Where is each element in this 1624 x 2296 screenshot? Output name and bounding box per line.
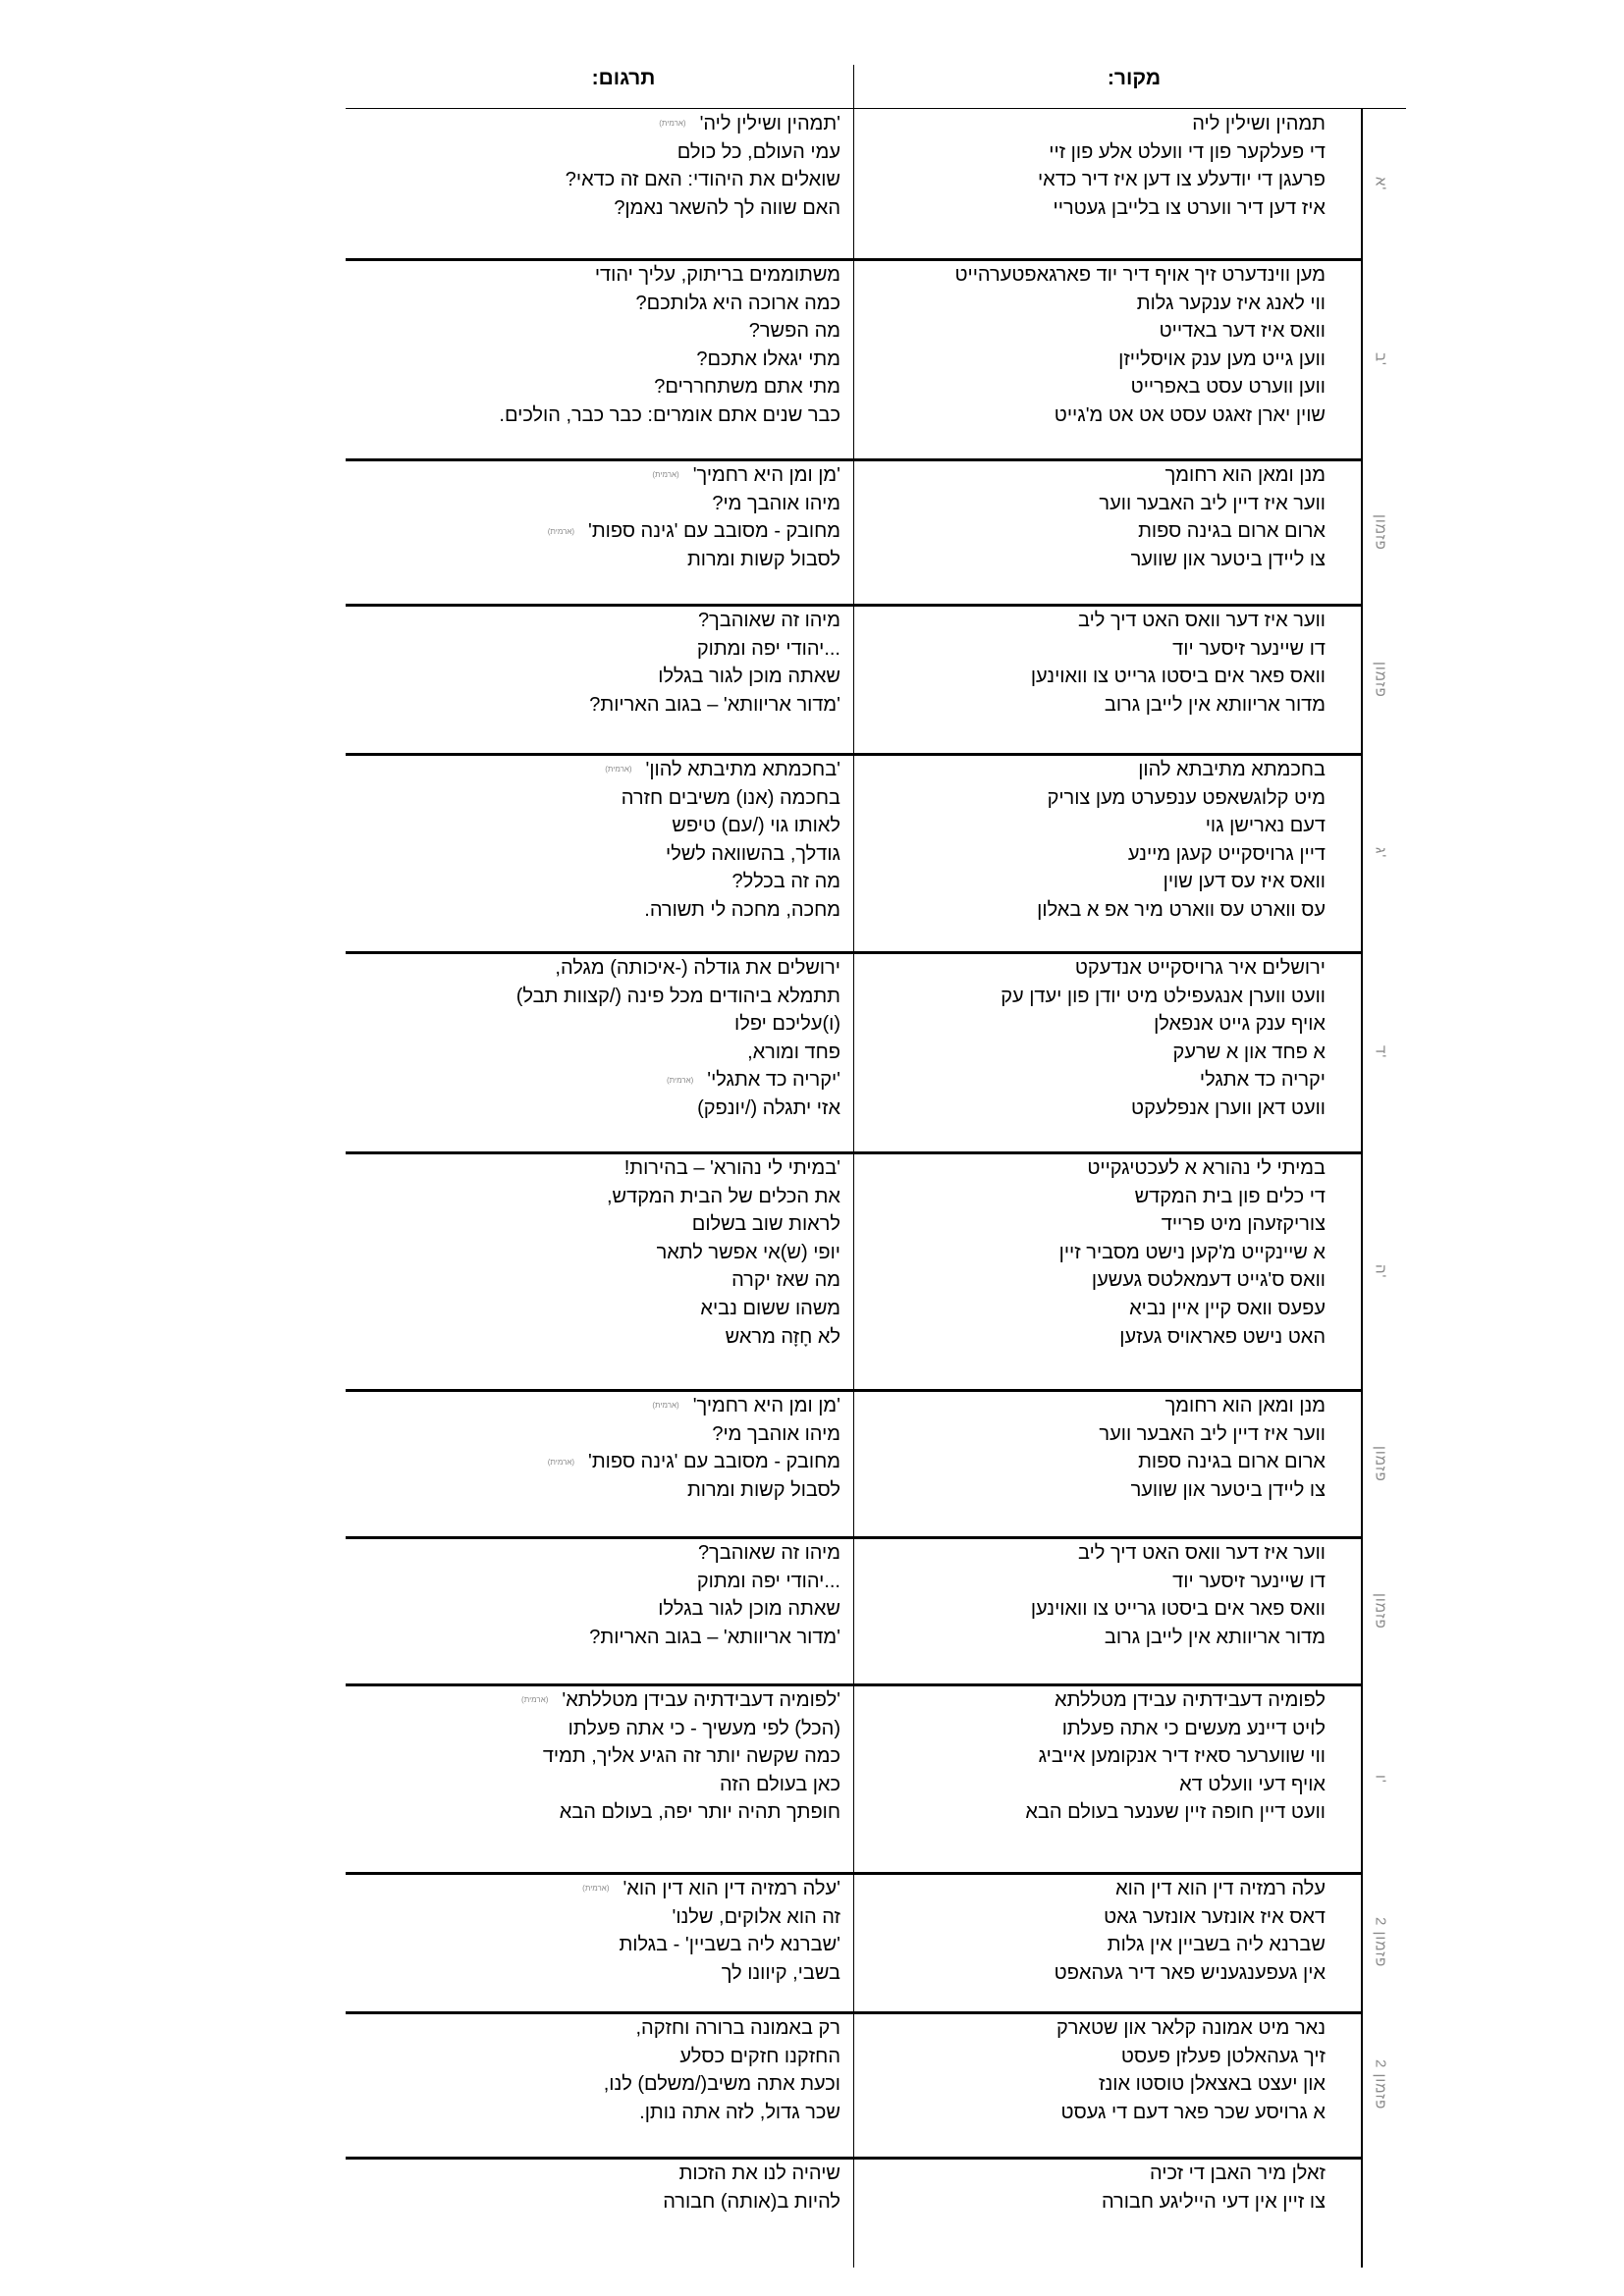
original-line: דו שיינער זיסער יוד: [1172, 1570, 1326, 1592]
header-underline: [346, 108, 1406, 109]
translation-text: 'בחכמתא מתיבתא להון': [645, 759, 840, 780]
original-line: אויף דעי וועלט דא: [1179, 1773, 1326, 1795]
translation-text: 'מן ומן היא רחמיך': [692, 464, 840, 486]
stanza-label: א': [1372, 176, 1389, 191]
language-note: (ארמית): [605, 765, 632, 774]
translation-line: [346, 1154, 840, 1183]
translation-text: מיהו אוהבך מי?: [712, 1422, 840, 1445]
original-line: וועט דיין חופה זיין שענער בעולם הבא: [1025, 1801, 1326, 1824]
translation-text: שאתה מוכן לגור בגללו: [658, 666, 840, 688]
translation-text: בשבי, קיוונו לך: [721, 1961, 840, 1984]
original-line: ווער איז דער וואס האט דיך ליב: [1078, 1542, 1326, 1564]
stanza-label: פזמון 2: [1372, 1917, 1389, 1968]
translation-text: האם שווה לך להשאר נאמן?: [614, 196, 840, 219]
original-line: ווער איז דער וואס האט דיך ליב: [1078, 610, 1326, 631]
stanza-label: ה': [1372, 1263, 1389, 1279]
translation-text: 'מדור אריוותא' – בגוב האריות?: [589, 693, 840, 716]
original-line: מדור אריוותא אין לייבן גרוב: [1104, 1626, 1326, 1648]
stanza-translation: [346, 2160, 840, 2216]
stanza-label: פזמון 2: [1372, 2059, 1389, 2110]
translation-line: [346, 461, 840, 490]
translation-text: (ו)עליכם יפלו: [734, 1013, 840, 1036]
translation-line: [346, 1568, 840, 1596]
translation-line: [346, 691, 840, 720]
original-line: נאר מיט אמונה קלאר און שטארק: [1056, 2017, 1326, 2039]
original-line: עפעס וואס קיין איין נביא: [1129, 1297, 1326, 1319]
translation-line: [346, 290, 840, 318]
original-line: וועט דאן ווערן אנפלעקט: [1131, 1096, 1326, 1119]
stanza-label: פזמון: [1372, 1592, 1389, 1629]
original-line: עלה רמזיה דין הוא דין הוא: [1115, 1878, 1326, 1899]
language-note: (ארמית): [666, 1075, 694, 1085]
original-line: וואס איז עס דען שוין: [1163, 871, 1326, 893]
stanza-label: פזמון: [1372, 1445, 1389, 1482]
language-note: (ארמית): [582, 1884, 610, 1894]
translation-line: [346, 2014, 840, 2043]
original-line: וואס פאר אים ביסטו גרייט צו וואוינען: [1030, 666, 1326, 688]
translation-text: 'תמהין ושילין ליה': [699, 113, 840, 134]
original-line: יקריה כד אתגלי: [1199, 1069, 1326, 1092]
original-line: וואס פאר אים ביסטו גרייט צו וואוינען: [1030, 1598, 1326, 1621]
translation-line: [346, 490, 840, 518]
original-line: פרעגן די יודעלע צו דען איז דיר כדאי: [1037, 169, 1326, 191]
original-line: עס ווארט עס ווארט מיר אפ א באלון: [1037, 898, 1326, 921]
translation-text: תתמלא ביהודים מכל פינה (/קצוות תבל): [515, 985, 840, 1007]
translation-line: [346, 2043, 840, 2071]
translation-line: [346, 346, 840, 374]
original-line: דאס איז אונזער אונזער גאט: [1104, 1905, 1326, 1928]
translation-text: כבר שנים אתם אומרים: כבר כבר, הולכים.: [499, 403, 840, 426]
stanza-translation: [346, 261, 840, 430]
translation-line: [346, 784, 840, 813]
language-note: (ארמית): [547, 1457, 575, 1467]
stanza-original: [856, 2014, 1326, 2126]
translation-text: שיהיה לנו את הזכות: [678, 2163, 840, 2184]
stanza-original: [856, 1875, 1326, 1987]
original-line: א שיינקייט מ'קען נישט מסביר זיין: [1058, 1241, 1326, 1263]
original-line: שוין יארן זאגט עסט אט אט מ'גייט: [1054, 403, 1326, 426]
translation-text: מה שאז יקרה: [731, 1269, 840, 1292]
original-line: זיך געהאלטן פעלזן פעסט: [1120, 2045, 1326, 2067]
translation-text: מה הפשר?: [748, 320, 840, 343]
original-line: זאלן מיר האבן די זכיה: [1150, 2163, 1326, 2184]
original-line: שברנא ליה בשביין אין גלות: [1107, 1934, 1326, 1956]
translation-line: [346, 1392, 840, 1420]
original-line: מיט קלוגשאפט ענפערט מען צוריק: [1047, 786, 1326, 809]
translation-line: [346, 1798, 840, 1827]
stanza-label: פזמון: [1372, 513, 1389, 551]
translation-text: לראות שוב בשלום: [691, 1213, 840, 1236]
translation-text: מיהו זה שאוהבך?: [697, 610, 840, 631]
translation-text: החזקנו חזקים כסלע: [679, 2045, 840, 2067]
original-line: מנן ומאן הוא רחומך: [1164, 1395, 1326, 1416]
column-divider: [853, 65, 854, 2268]
translation-line: [346, 756, 840, 784]
translation-text: מה זה בכלל?: [731, 871, 840, 893]
translation-text: 'מן ומן היא רחמיך': [692, 1395, 840, 1416]
original-line: מען ווינדערט זיך אויף דיר יוד פארגאפטערהייט: [954, 264, 1326, 286]
translation-text: שכר גדול, לזה אתה נותן.: [639, 2101, 840, 2123]
language-note: (ארמית): [521, 1695, 549, 1705]
translation-text: בחכמה (אנו) משיבים חזרה: [621, 786, 840, 809]
stanza-label: ד': [1372, 1045, 1389, 1059]
translation-text: גודלך, בהשוואה לשלי: [666, 842, 840, 865]
translation-text: 'במיתי לי נהורא' – בהירות!: [623, 1157, 840, 1179]
stanza-original: [856, 261, 1326, 430]
stanza-label: ב': [1372, 352, 1389, 366]
translation-text: 'עלה רמזיה דין הוא דין הוא': [623, 1878, 840, 1899]
original-line: בחכמתא מתיבתא להון: [1138, 759, 1326, 780]
translation-line: [346, 1875, 840, 1903]
translation-text: מיהו זה שאוהבך?: [697, 1542, 840, 1564]
translation-text: מחובק - מסובב עם 'גינה ספות': [588, 520, 840, 543]
translation-line: [346, 663, 840, 691]
stanza-original: [856, 461, 1326, 573]
stanza-translation: [346, 954, 840, 1123]
original-line: צו זיין אין דעי הייליגע חבורה: [1101, 2190, 1326, 2213]
original-line: דו שיינער זיסער יוד: [1172, 637, 1326, 660]
original-line: אין געפענגעניש פאר דיר געהאפט: [1054, 1961, 1326, 1984]
original-line: וואס ס'גייט דעמאלטס געשען: [1091, 1269, 1326, 1292]
translation-text: משתוממים בריתוק, עליך יהודי: [594, 264, 840, 286]
translation-text: (הכל) לפי מעשיך - כי אתה פעלתו: [568, 1717, 840, 1739]
original-line: און יעצט באצאלן טוסטו אונז: [1099, 2073, 1326, 2096]
original-line: דעם נארישן גוי: [1205, 815, 1326, 837]
original-line: צו ליידן ביטער און שווער: [1130, 1478, 1326, 1501]
original-line: אויף ענק גייט אנפאלן: [1154, 1013, 1326, 1036]
original-line: די כלים פון בית המקדש: [1134, 1185, 1326, 1207]
translation-text: את הכלים של הבית המקדש,: [606, 1185, 840, 1207]
stanza-original: [856, 1392, 1326, 1504]
translation-text: אזי יתגלה (/יונפק): [697, 1096, 840, 1119]
translation-line: [346, 1686, 840, 1715]
original-line: ירושלים איר גרויסקייט אנדעקט: [1074, 957, 1326, 979]
stanza-translation: [346, 1154, 840, 1351]
original-line: א גרויסע שכר פאר דעם די געסט: [1060, 2101, 1326, 2123]
stanza-translation: [346, 1539, 840, 1651]
original-line: די פעלקער פון די וועלט אלע פון זיי: [1049, 140, 1326, 163]
translation-text: לאותו גוי (/עם) טיפש: [672, 815, 840, 837]
original-line: א פחד און א שרעק: [1172, 1041, 1326, 1063]
translation-text: חופתך תהיה יותר יפה, בעולם הבא: [559, 1801, 840, 1824]
stanza-original: [856, 954, 1326, 1123]
translation-line: [346, 954, 840, 983]
translation-text: כאן בעולם הזה: [720, 1773, 840, 1795]
translation-line: [346, 1266, 840, 1295]
translation-line: [346, 1010, 840, 1039]
translation-text: כמה ארוכה היא גלותכם?: [635, 292, 840, 314]
language-note: (ארמית): [659, 119, 686, 129]
translation-text: משהו ששום נביא: [700, 1297, 840, 1319]
translation-line: [346, 607, 840, 635]
translation-line: [346, 1539, 840, 1568]
translation-text: לסבול קשות ומרות: [686, 1478, 840, 1501]
translation-text: 'יקריה כד אתגלי': [707, 1069, 840, 1092]
stanza-translation: [346, 1686, 840, 1827]
translation-line: [346, 1903, 840, 1932]
stanza-translation: [346, 607, 840, 719]
translation-text: מחכה, מחכה לי תשורה.: [644, 898, 840, 921]
original-line: צו ליידן ביטער און שווער: [1130, 548, 1326, 570]
translation-text: רק באמונה ברורה וחזקה,: [635, 2017, 840, 2039]
stanza-translation: [346, 1392, 840, 1504]
stanza-original: [856, 1154, 1326, 1351]
original-line: מנן ומאן הוא רחומך: [1164, 464, 1326, 486]
translation-text: מיהו אוהבך מי?: [712, 492, 840, 514]
stanza-translation: [346, 1875, 840, 1987]
translation-text: להיות ב(אותה) חבורה: [663, 2190, 840, 2213]
original-line: לויט דיינע מעשים כי אתה פעלתו: [1061, 1717, 1326, 1739]
translation-text: פחד ומורא,: [747, 1041, 840, 1063]
stanza-original: [856, 1686, 1326, 1827]
translation-line: [346, 896, 840, 925]
original-line: וואס איז דער באדייט: [1159, 320, 1326, 343]
original-line: ווי לאנג איז ענקער גלות: [1136, 292, 1326, 314]
stanza-original: [856, 110, 1326, 222]
stanza-label: ג': [1372, 847, 1389, 859]
translation-text: יופי (ש)אי אפשר לתאר: [656, 1241, 840, 1263]
translation-line: [346, 166, 840, 194]
translation-text: ...יהודי יפה ומתוק: [696, 1570, 840, 1592]
stanza-original: [856, 1539, 1326, 1651]
translation-line: [346, 110, 840, 138]
header-original: מקור:: [1107, 67, 1162, 89]
translation-line: [346, 1066, 840, 1095]
original-line: לפומיה דעבידתיה עבידן מטללתא: [1055, 1689, 1326, 1711]
translation-line: [346, 546, 840, 574]
translation-line: [346, 261, 840, 290]
stanza-translation: [346, 110, 840, 222]
original-line: דיין גרויסקייט קעגן מיינע: [1127, 842, 1326, 865]
header-translation: תרגום:: [591, 67, 656, 89]
translation-line: [346, 194, 840, 223]
translation-line: [346, 812, 840, 840]
language-note: (ארמית): [652, 470, 679, 480]
original-line: במיתי לי נהורא א לעכטיגקייט: [1087, 1157, 1326, 1179]
translation-line: [346, 2099, 840, 2127]
translation-line: [346, 401, 840, 430]
translation-line: [346, 517, 840, 546]
translation-line: [346, 1448, 840, 1476]
translation-line: [346, 1095, 840, 1123]
translation-line: [346, 1959, 840, 1988]
original-line: ארום ארום בגינה ספות: [1138, 1451, 1326, 1473]
translation-line: [346, 1595, 840, 1624]
translation-line: [346, 1295, 840, 1323]
original-line: וועט ווערן אנגעפילט מיט יודן פון יעדן עק: [1001, 985, 1326, 1007]
stanza-translation: [346, 461, 840, 573]
translation-text: כמה שקשה יותר זה הגיע אליך, תמיד: [542, 1745, 840, 1768]
translation-text: מתי אתם משתחררים?: [654, 376, 840, 399]
original-line: ווען ווערט עסט באפרייט: [1130, 376, 1326, 399]
translation-line: [346, 138, 840, 167]
stanza-original: [856, 756, 1326, 925]
translation-text: לא חָזָה מראש: [725, 1325, 840, 1348]
translation-text: שאתה מוכן לגור בגללו: [658, 1598, 840, 1621]
translation-line: [346, 868, 840, 896]
translation-line: [346, 1183, 840, 1211]
original-line: ארום ארום בגינה ספות: [1138, 520, 1326, 543]
original-line: צוריקזעהן מיט פרייד: [1161, 1213, 1326, 1236]
translation-text: שואלים את היהודי: האם זה כדאי?: [565, 169, 840, 191]
translation-line: [346, 1039, 840, 1067]
translation-text: ירושלים את גודלה (-איכותה) מגלה,: [555, 957, 840, 979]
original-line: האט נישט פאראויס געזען: [1119, 1325, 1326, 1348]
stanza-translation: [346, 756, 840, 925]
translation-line: [346, 1624, 840, 1652]
translation-line: [346, 317, 840, 346]
translation-text: זה הוא אלוקים, שלנו': [672, 1905, 840, 1928]
stanza-original: [856, 2160, 1326, 2216]
original-line: ווי שווערער סאיז דיר אנקומען אייביג: [1038, 1745, 1326, 1768]
translation-line: [346, 2160, 840, 2188]
stanza-translation: [346, 2014, 840, 2126]
original-line: ווען גייט מען ענק אויסלייזן: [1118, 347, 1326, 370]
translation-line: [346, 1931, 840, 1959]
translation-line: [346, 1210, 840, 1239]
original-line: מדור אריוותא אין לייבן גרוב: [1104, 693, 1326, 716]
language-note: (ארמית): [652, 1401, 679, 1411]
translation-line: [346, 1323, 840, 1352]
translation-line: [346, 1771, 840, 1799]
translation-line: [346, 2070, 840, 2099]
stanza-label: ו': [1372, 1774, 1389, 1784]
translation-line: [346, 373, 840, 401]
translation-text: 'שברנא ליה בשביין' - בגלות: [619, 1934, 840, 1956]
original-line: תמהין ושילין ליה: [1192, 113, 1326, 134]
translation-line: [346, 635, 840, 664]
translation-text: לסבול קשות ומרות: [686, 548, 840, 570]
stanza-label: פזמון: [1372, 661, 1389, 698]
original-line: איז דען דיר ווערט צו בלייבן געטריי: [1053, 196, 1326, 219]
translation-line: [346, 1239, 840, 1267]
translation-line: [346, 983, 840, 1011]
original-line: ווער איז דיין ליב האבער ווער: [1099, 492, 1326, 514]
translation-text: עמי העולם, כל כולם: [677, 140, 840, 163]
translation-text: 'מדור אריוותא' – בגוב האריות?: [589, 1626, 840, 1648]
original-line: ווער איז דיין ליב האבער ווער: [1099, 1422, 1326, 1445]
stanza-label: [1357, 2160, 1404, 2268]
translation-line: [346, 840, 840, 869]
translation-line: [346, 1420, 840, 1449]
translation-line: [346, 1715, 840, 1743]
translation-text: מחובק - מסובב עם 'גינה ספות': [588, 1451, 840, 1473]
translation-text: 'לפומיה דעבידתיה עבידן מטללתא': [562, 1689, 840, 1711]
translation-line: [346, 2188, 840, 2216]
stanza-original: [856, 607, 1326, 719]
language-note: (ארמית): [547, 526, 575, 536]
translation-line: [346, 1476, 840, 1505]
translation-line: [346, 1742, 840, 1771]
translation-text: ...יהודי יפה ומתוק: [696, 637, 840, 660]
translation-text: מתי יגאלו אתכם?: [696, 347, 840, 370]
translation-text: וכעת אתה משיב(/משלם) לנו,: [603, 2073, 840, 2096]
